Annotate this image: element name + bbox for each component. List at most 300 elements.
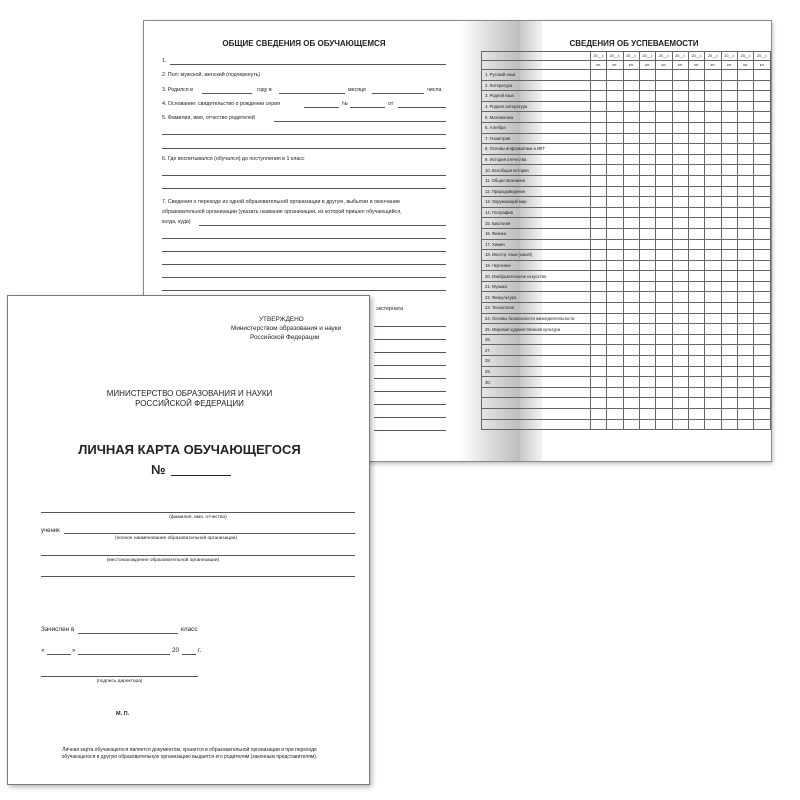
field-6-line1[interactable] bbox=[162, 175, 446, 176]
grade-cell[interactable] bbox=[623, 334, 639, 345]
grade-cell[interactable] bbox=[590, 292, 606, 303]
grade-cell[interactable] bbox=[754, 154, 771, 165]
grade-cell[interactable] bbox=[738, 101, 754, 112]
grade-cell[interactable] bbox=[607, 324, 623, 335]
grade-cell[interactable] bbox=[639, 133, 655, 144]
grade-cell[interactable] bbox=[754, 101, 771, 112]
grade-cell[interactable] bbox=[689, 101, 705, 112]
grade-cell[interactable] bbox=[738, 292, 754, 303]
grade-cell[interactable] bbox=[639, 101, 655, 112]
grade-cell[interactable] bbox=[705, 419, 721, 430]
grade-cell[interactable] bbox=[656, 292, 672, 303]
left-line-c[interactable] bbox=[374, 352, 446, 353]
grade-cell[interactable] bbox=[721, 91, 737, 102]
grade-cell[interactable] bbox=[705, 122, 721, 133]
grade-cell[interactable] bbox=[656, 80, 672, 91]
grade-cell[interactable] bbox=[721, 419, 737, 430]
grade-cell[interactable] bbox=[754, 165, 771, 176]
grade-cell[interactable] bbox=[656, 409, 672, 420]
grade-cell[interactable] bbox=[656, 239, 672, 250]
grade-cell[interactable] bbox=[672, 419, 688, 430]
field-7-line6[interactable] bbox=[162, 290, 446, 291]
grade-cell[interactable] bbox=[721, 366, 737, 377]
left-line-a[interactable] bbox=[374, 326, 446, 327]
grade-cell[interactable] bbox=[656, 70, 672, 81]
enrolled-class-line[interactable] bbox=[78, 633, 178, 634]
grade-cell[interactable] bbox=[754, 313, 771, 324]
grade-cell[interactable] bbox=[672, 154, 688, 165]
grade-cell[interactable] bbox=[672, 313, 688, 324]
grade-cell[interactable] bbox=[656, 154, 672, 165]
grade-cell[interactable] bbox=[623, 260, 639, 271]
grade-cell[interactable] bbox=[623, 122, 639, 133]
grade-cell[interactable] bbox=[721, 122, 737, 133]
fio-line[interactable] bbox=[41, 512, 355, 513]
grade-cell[interactable] bbox=[672, 144, 688, 155]
grade-cell[interactable] bbox=[607, 250, 623, 261]
grade-cell[interactable] bbox=[705, 313, 721, 324]
grade-cell[interactable] bbox=[738, 154, 754, 165]
grade-cell[interactable] bbox=[705, 133, 721, 144]
grade-cell[interactable] bbox=[639, 207, 655, 218]
grade-cell[interactable] bbox=[672, 218, 688, 229]
grade-cell[interactable] bbox=[705, 239, 721, 250]
grade-cell[interactable] bbox=[623, 70, 639, 81]
grade-cell[interactable] bbox=[738, 313, 754, 324]
grade-cell[interactable] bbox=[705, 175, 721, 186]
grade-cell[interactable] bbox=[623, 250, 639, 261]
grade-cell[interactable] bbox=[639, 281, 655, 292]
grade-cell[interactable] bbox=[754, 271, 771, 282]
grade-cell[interactable] bbox=[754, 133, 771, 144]
grade-cell[interactable] bbox=[656, 250, 672, 261]
grade-cell[interactable] bbox=[738, 91, 754, 102]
grade-cell[interactable] bbox=[607, 207, 623, 218]
grade-cell[interactable] bbox=[672, 377, 688, 388]
grade-cell[interactable] bbox=[721, 260, 737, 271]
grade-cell[interactable] bbox=[607, 218, 623, 229]
grade-cell[interactable] bbox=[656, 197, 672, 208]
grade-cell[interactable] bbox=[705, 324, 721, 335]
grade-cell[interactable] bbox=[623, 409, 639, 420]
grade-cell[interactable] bbox=[607, 197, 623, 208]
left-line-g[interactable] bbox=[374, 404, 446, 405]
grade-cell[interactable] bbox=[590, 165, 606, 176]
field-5-line2[interactable] bbox=[162, 134, 446, 135]
grade-cell[interactable] bbox=[623, 345, 639, 356]
grade-cell[interactable] bbox=[721, 345, 737, 356]
grade-cell[interactable] bbox=[672, 186, 688, 197]
field-3-year-line[interactable] bbox=[202, 93, 252, 94]
grade-cell[interactable] bbox=[623, 154, 639, 165]
left-line-b[interactable] bbox=[374, 339, 446, 340]
grade-cell[interactable] bbox=[656, 165, 672, 176]
grade-cell[interactable] bbox=[590, 271, 606, 282]
grade-cell[interactable] bbox=[689, 218, 705, 229]
grade-cell[interactable] bbox=[590, 260, 606, 271]
grade-cell[interactable] bbox=[738, 239, 754, 250]
grade-cell[interactable] bbox=[754, 334, 771, 345]
grade-cell[interactable] bbox=[590, 334, 606, 345]
grade-cell[interactable] bbox=[738, 228, 754, 239]
grade-cell[interactable] bbox=[689, 165, 705, 176]
grade-cell[interactable] bbox=[738, 366, 754, 377]
grade-cell[interactable] bbox=[590, 112, 606, 123]
grade-cell[interactable] bbox=[689, 409, 705, 420]
grade-cell[interactable] bbox=[656, 207, 672, 218]
grade-cell[interactable] bbox=[705, 91, 721, 102]
grade-cell[interactable] bbox=[721, 207, 737, 218]
grade-cell[interactable] bbox=[639, 260, 655, 271]
grade-cell[interactable] bbox=[656, 144, 672, 155]
grade-cell[interactable] bbox=[721, 218, 737, 229]
grade-cell[interactable] bbox=[656, 377, 672, 388]
field-7-line1[interactable] bbox=[199, 225, 446, 226]
grade-cell[interactable] bbox=[639, 250, 655, 261]
grade-cell[interactable] bbox=[672, 366, 688, 377]
grade-cell[interactable] bbox=[639, 366, 655, 377]
grade-cell[interactable] bbox=[705, 165, 721, 176]
grade-cell[interactable] bbox=[672, 324, 688, 335]
grade-cell[interactable] bbox=[672, 133, 688, 144]
grade-cell[interactable] bbox=[639, 80, 655, 91]
grade-cell[interactable] bbox=[721, 313, 737, 324]
grade-cell[interactable] bbox=[738, 260, 754, 271]
grade-cell[interactable] bbox=[754, 419, 771, 430]
field-5-line1[interactable] bbox=[274, 121, 446, 122]
grade-cell[interactable] bbox=[590, 91, 606, 102]
grade-cell[interactable] bbox=[656, 303, 672, 314]
grade-cell[interactable] bbox=[738, 133, 754, 144]
grade-cell[interactable] bbox=[738, 112, 754, 123]
grade-cell[interactable] bbox=[721, 303, 737, 314]
grade-cell[interactable] bbox=[705, 228, 721, 239]
grade-cell[interactable] bbox=[623, 303, 639, 314]
grade-cell[interactable] bbox=[607, 334, 623, 345]
grade-cell[interactable] bbox=[672, 70, 688, 81]
director-sign-line[interactable] bbox=[41, 676, 198, 677]
grade-cell[interactable] bbox=[639, 91, 655, 102]
grade-cell[interactable] bbox=[639, 186, 655, 197]
grade-cell[interactable] bbox=[639, 122, 655, 133]
grade-cell[interactable] bbox=[607, 419, 623, 430]
grade-cell[interactable] bbox=[656, 366, 672, 377]
grade-cell[interactable] bbox=[590, 356, 606, 367]
field-3-month-line[interactable] bbox=[279, 93, 345, 94]
org-line[interactable] bbox=[64, 533, 355, 534]
grade-cell[interactable] bbox=[656, 133, 672, 144]
grade-cell[interactable] bbox=[623, 207, 639, 218]
field-6-line2[interactable] bbox=[162, 188, 446, 189]
grade-cell[interactable] bbox=[656, 91, 672, 102]
grade-cell[interactable] bbox=[672, 271, 688, 282]
grade-cell[interactable] bbox=[721, 228, 737, 239]
grade-cell[interactable] bbox=[689, 366, 705, 377]
grade-cell[interactable] bbox=[754, 122, 771, 133]
grade-cell[interactable] bbox=[656, 228, 672, 239]
grade-cell[interactable] bbox=[623, 356, 639, 367]
grade-cell[interactable] bbox=[623, 101, 639, 112]
left-line-f[interactable] bbox=[374, 391, 446, 392]
grade-cell[interactable] bbox=[705, 345, 721, 356]
grade-cell[interactable] bbox=[738, 250, 754, 261]
grade-cell[interactable] bbox=[689, 250, 705, 261]
grade-cell[interactable] bbox=[689, 292, 705, 303]
grade-cell[interactable] bbox=[721, 324, 737, 335]
grade-cell[interactable] bbox=[623, 419, 639, 430]
grade-cell[interactable] bbox=[590, 239, 606, 250]
grade-cell[interactable] bbox=[689, 324, 705, 335]
grade-cell[interactable] bbox=[705, 70, 721, 81]
grade-cell[interactable] bbox=[623, 228, 639, 239]
grade-cell[interactable] bbox=[672, 207, 688, 218]
grade-cell[interactable] bbox=[738, 186, 754, 197]
grade-cell[interactable] bbox=[754, 398, 771, 409]
grade-cell[interactable] bbox=[689, 154, 705, 165]
grade-cell[interactable] bbox=[623, 313, 639, 324]
grade-cell[interactable] bbox=[689, 70, 705, 81]
grade-cell[interactable] bbox=[689, 207, 705, 218]
grade-cell[interactable] bbox=[672, 122, 688, 133]
grade-cell[interactable] bbox=[721, 387, 737, 398]
grade-cell[interactable] bbox=[721, 334, 737, 345]
grade-cell[interactable] bbox=[738, 80, 754, 91]
grade-cell[interactable] bbox=[639, 112, 655, 123]
grade-cell[interactable] bbox=[721, 70, 737, 81]
location-line[interactable] bbox=[41, 555, 355, 556]
grade-cell[interactable] bbox=[689, 271, 705, 282]
grade-cell[interactable] bbox=[590, 377, 606, 388]
grade-cell[interactable] bbox=[672, 165, 688, 176]
grade-cell[interactable] bbox=[754, 377, 771, 388]
grade-cell[interactable] bbox=[689, 112, 705, 123]
grade-cell[interactable] bbox=[623, 112, 639, 123]
grade-cell[interactable] bbox=[754, 70, 771, 81]
grade-cell[interactable] bbox=[623, 281, 639, 292]
grade-cell[interactable] bbox=[705, 387, 721, 398]
grade-cell[interactable] bbox=[738, 419, 754, 430]
grade-cell[interactable] bbox=[639, 409, 655, 420]
grade-cell[interactable] bbox=[689, 91, 705, 102]
left-line-d[interactable] bbox=[374, 365, 446, 366]
grade-cell[interactable] bbox=[705, 409, 721, 420]
grade-cell[interactable] bbox=[754, 112, 771, 123]
grade-cell[interactable] bbox=[639, 154, 655, 165]
grade-cell[interactable] bbox=[754, 281, 771, 292]
grade-cell[interactable] bbox=[705, 356, 721, 367]
grade-cell[interactable] bbox=[705, 260, 721, 271]
grade-cell[interactable] bbox=[705, 112, 721, 123]
grade-cell[interactable] bbox=[738, 271, 754, 282]
grade-cell[interactable] bbox=[623, 324, 639, 335]
grade-cell[interactable] bbox=[672, 398, 688, 409]
grade-cell[interactable] bbox=[590, 186, 606, 197]
grade-cell[interactable] bbox=[639, 356, 655, 367]
grade-cell[interactable] bbox=[754, 356, 771, 367]
grade-cell[interactable] bbox=[672, 239, 688, 250]
grade-cell[interactable] bbox=[689, 398, 705, 409]
grade-cell[interactable] bbox=[754, 366, 771, 377]
grade-cell[interactable] bbox=[656, 419, 672, 430]
grade-cell[interactable] bbox=[607, 186, 623, 197]
grade-cell[interactable] bbox=[639, 387, 655, 398]
grade-cell[interactable] bbox=[623, 239, 639, 250]
grade-cell[interactable] bbox=[689, 228, 705, 239]
grade-cell[interactable] bbox=[689, 377, 705, 388]
date-month-line[interactable] bbox=[78, 654, 170, 655]
grade-cell[interactable] bbox=[754, 228, 771, 239]
grade-cell[interactable] bbox=[705, 334, 721, 345]
grade-cell[interactable] bbox=[672, 356, 688, 367]
grade-cell[interactable] bbox=[738, 144, 754, 155]
grade-cell[interactable] bbox=[607, 175, 623, 186]
grade-cell[interactable] bbox=[705, 101, 721, 112]
grade-cell[interactable] bbox=[689, 303, 705, 314]
grade-cell[interactable] bbox=[656, 334, 672, 345]
grade-cell[interactable] bbox=[672, 250, 688, 261]
grade-cell[interactable] bbox=[672, 101, 688, 112]
grade-cell[interactable] bbox=[590, 175, 606, 186]
grade-cell[interactable] bbox=[607, 387, 623, 398]
grade-cell[interactable] bbox=[590, 313, 606, 324]
grade-cell[interactable] bbox=[721, 175, 737, 186]
grade-cell[interactable] bbox=[656, 398, 672, 409]
grade-cell[interactable] bbox=[590, 197, 606, 208]
grade-cell[interactable] bbox=[607, 70, 623, 81]
field-4-number-line[interactable] bbox=[350, 107, 385, 108]
grade-cell[interactable] bbox=[672, 281, 688, 292]
grade-cell[interactable] bbox=[607, 112, 623, 123]
grade-cell[interactable] bbox=[607, 303, 623, 314]
grade-cell[interactable] bbox=[607, 366, 623, 377]
grade-cell[interactable] bbox=[705, 186, 721, 197]
grade-cell[interactable] bbox=[590, 80, 606, 91]
grade-cell[interactable] bbox=[738, 281, 754, 292]
grade-cell[interactable] bbox=[705, 303, 721, 314]
grade-cell[interactable] bbox=[721, 154, 737, 165]
grade-cell[interactable] bbox=[705, 207, 721, 218]
grade-cell[interactable] bbox=[738, 70, 754, 81]
grade-cell[interactable] bbox=[738, 345, 754, 356]
grade-cell[interactable] bbox=[721, 356, 737, 367]
grade-cell[interactable] bbox=[738, 197, 754, 208]
grade-cell[interactable] bbox=[738, 165, 754, 176]
grade-cell[interactable] bbox=[623, 366, 639, 377]
grade-cell[interactable] bbox=[590, 122, 606, 133]
grade-cell[interactable] bbox=[607, 91, 623, 102]
grade-cell[interactable] bbox=[705, 144, 721, 155]
grade-cell[interactable] bbox=[689, 186, 705, 197]
grade-cell[interactable] bbox=[738, 377, 754, 388]
grade-cell[interactable] bbox=[590, 70, 606, 81]
grade-cell[interactable] bbox=[639, 271, 655, 282]
grade-cell[interactable] bbox=[590, 154, 606, 165]
grade-cell[interactable] bbox=[623, 175, 639, 186]
grade-cell[interactable] bbox=[607, 154, 623, 165]
grade-cell[interactable] bbox=[721, 377, 737, 388]
grade-cell[interactable] bbox=[590, 324, 606, 335]
grade-cell[interactable] bbox=[639, 228, 655, 239]
grade-cell[interactable] bbox=[705, 292, 721, 303]
grade-cell[interactable] bbox=[656, 313, 672, 324]
grade-cell[interactable] bbox=[672, 334, 688, 345]
grade-cell[interactable] bbox=[754, 292, 771, 303]
grade-cell[interactable] bbox=[607, 239, 623, 250]
grade-cell[interactable] bbox=[656, 175, 672, 186]
grade-cell[interactable] bbox=[754, 186, 771, 197]
grade-cell[interactable] bbox=[738, 207, 754, 218]
grade-cell[interactable] bbox=[590, 387, 606, 398]
grade-cell[interactable] bbox=[639, 345, 655, 356]
grade-cell[interactable] bbox=[721, 112, 737, 123]
grade-cell[interactable] bbox=[656, 345, 672, 356]
grade-cell[interactable] bbox=[754, 175, 771, 186]
field-3-day-line[interactable] bbox=[372, 93, 424, 94]
grade-cell[interactable] bbox=[623, 133, 639, 144]
grade-cell[interactable] bbox=[738, 409, 754, 420]
date-year-line[interactable] bbox=[182, 654, 196, 655]
grade-cell[interactable] bbox=[656, 122, 672, 133]
grade-cell[interactable] bbox=[721, 101, 737, 112]
grade-cell[interactable] bbox=[721, 271, 737, 282]
grade-cell[interactable] bbox=[607, 122, 623, 133]
grade-cell[interactable] bbox=[721, 186, 737, 197]
grade-cell[interactable] bbox=[705, 197, 721, 208]
grade-cell[interactable] bbox=[623, 387, 639, 398]
grade-cell[interactable] bbox=[590, 419, 606, 430]
grade-cell[interactable] bbox=[590, 218, 606, 229]
grade-cell[interactable] bbox=[689, 419, 705, 430]
field-4-series-line[interactable] bbox=[304, 107, 339, 108]
grade-cell[interactable] bbox=[639, 334, 655, 345]
grade-cell[interactable] bbox=[607, 271, 623, 282]
grade-cell[interactable] bbox=[590, 345, 606, 356]
grade-cell[interactable] bbox=[639, 218, 655, 229]
grade-cell[interactable] bbox=[590, 228, 606, 239]
grade-cell[interactable] bbox=[754, 80, 771, 91]
date-day-line[interactable] bbox=[47, 654, 71, 655]
grade-cell[interactable] bbox=[738, 218, 754, 229]
grade-cell[interactable] bbox=[672, 228, 688, 239]
grade-cell[interactable] bbox=[607, 281, 623, 292]
grade-cell[interactable] bbox=[639, 377, 655, 388]
grade-cell[interactable] bbox=[607, 228, 623, 239]
grade-cell[interactable] bbox=[639, 165, 655, 176]
grade-cell[interactable] bbox=[623, 80, 639, 91]
grade-cell[interactable] bbox=[623, 271, 639, 282]
grade-cell[interactable] bbox=[705, 271, 721, 282]
grade-cell[interactable] bbox=[672, 292, 688, 303]
extra-line[interactable] bbox=[41, 576, 355, 577]
grade-cell[interactable] bbox=[738, 398, 754, 409]
grade-cell[interactable] bbox=[754, 218, 771, 229]
grade-cell[interactable] bbox=[689, 144, 705, 155]
grade-cell[interactable] bbox=[672, 80, 688, 91]
grade-cell[interactable] bbox=[705, 377, 721, 388]
field-7-line2[interactable] bbox=[162, 238, 446, 239]
grade-cell[interactable] bbox=[656, 356, 672, 367]
grade-cell[interactable] bbox=[607, 292, 623, 303]
grade-cell[interactable] bbox=[689, 122, 705, 133]
grade-cell[interactable] bbox=[754, 207, 771, 218]
grade-cell[interactable] bbox=[639, 70, 655, 81]
grade-cell[interactable] bbox=[754, 260, 771, 271]
grade-cell[interactable] bbox=[738, 387, 754, 398]
grade-cell[interactable] bbox=[656, 387, 672, 398]
grade-cell[interactable] bbox=[754, 239, 771, 250]
grade-cell[interactable] bbox=[656, 260, 672, 271]
grade-cell[interactable] bbox=[738, 303, 754, 314]
